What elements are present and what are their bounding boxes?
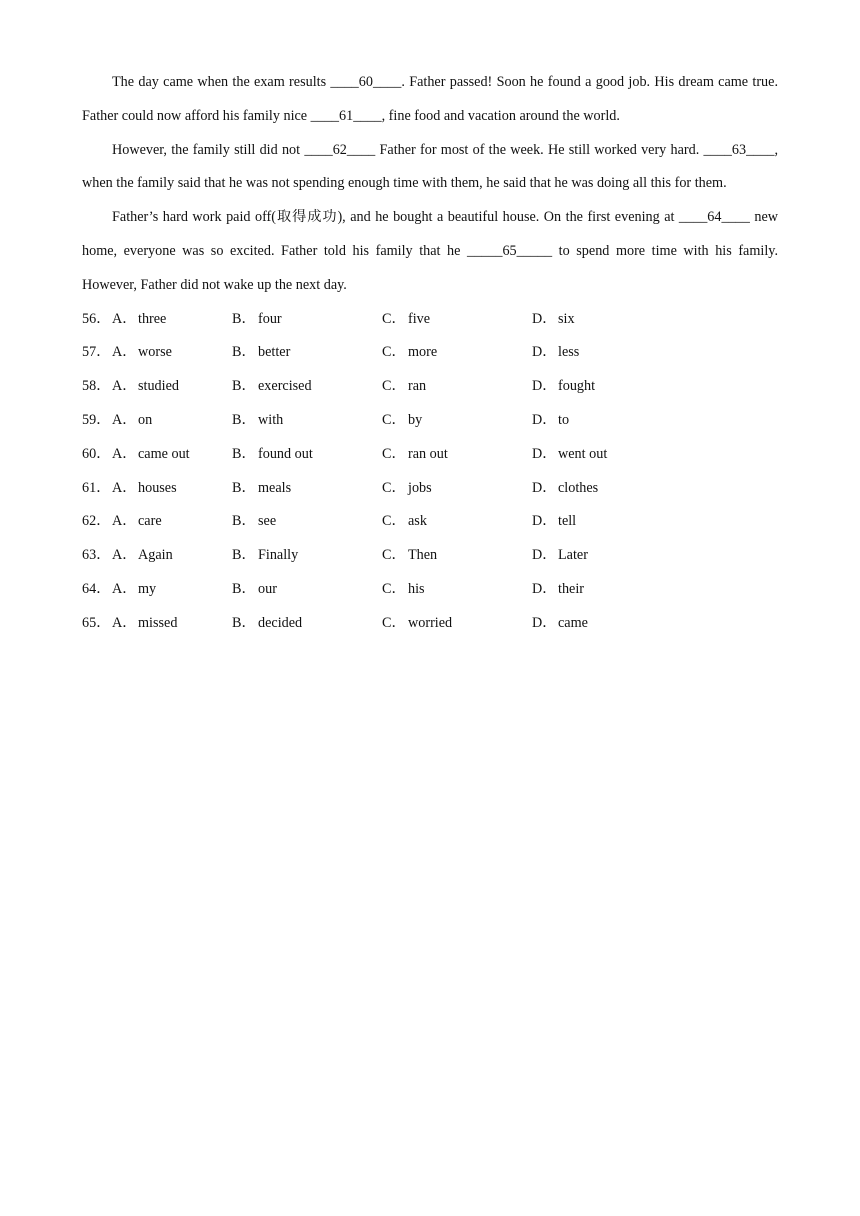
option-a: [112, 472, 177, 506]
option-text: ask: [408, 513, 427, 530]
option-text: tell: [558, 513, 577, 530]
option-letter: B．: [232, 513, 256, 530]
option-text: more: [408, 344, 438, 361]
option-c: [382, 303, 430, 337]
option-letter: B．: [232, 378, 256, 395]
option-text: his: [408, 580, 425, 597]
option-text: Again: [138, 547, 173, 564]
option-c: [382, 505, 427, 539]
option-text: missed: [138, 614, 178, 631]
option-letter: C．: [382, 445, 406, 462]
option-b: [232, 438, 313, 472]
option-letter: C．: [382, 479, 406, 496]
question-number: 59．: [82, 411, 111, 428]
option-letter: D．: [532, 378, 557, 395]
option-text: Later: [558, 547, 588, 564]
option-a: [112, 607, 177, 641]
option-letter: C．: [382, 344, 406, 361]
question-number: 61．: [82, 479, 111, 496]
option-text: care: [138, 513, 162, 530]
option-text: five: [408, 310, 431, 327]
option-b: [232, 336, 290, 370]
question-number: 62．: [82, 513, 111, 530]
option-letter: A．: [112, 378, 137, 395]
option-letter: A．: [112, 513, 137, 530]
option-letter: C．: [382, 378, 406, 395]
option-a: [112, 573, 156, 607]
option-letter: C．: [382, 513, 406, 530]
option-letter: D．: [532, 547, 557, 564]
passage-paragraph: The day came when the exam results ____60____. Father passed! Soon he found a good job. His dream came true. Father could now afford his family nice ____61____, fine food and vacation around the world.: [82, 74, 778, 124]
question-row: [82, 438, 778, 472]
option-d: [532, 607, 588, 641]
option-text: see: [258, 513, 277, 530]
option-text: my: [138, 580, 157, 597]
option-letter: B．: [232, 445, 256, 462]
option-letter: A．: [112, 411, 137, 428]
option-text: came out: [138, 445, 190, 462]
option-a: [112, 505, 162, 539]
option-a: [112, 539, 173, 573]
option-letter: B．: [232, 411, 256, 428]
passage-paragraph: Father’s hard work paid off(取得成功), and he bought a beautiful house. On the first evening at ____64____ new home, everyone was so excited. Father told his family that he _____65_____ to spend more time with his family. However, Father did not wake up the next day.: [82, 209, 778, 293]
option-text: clothes: [558, 479, 599, 496]
option-letter: D．: [532, 411, 557, 428]
option-letter: B．: [232, 479, 256, 496]
option-text: with: [258, 411, 284, 428]
option-text: worried: [408, 614, 453, 631]
option-text: studied: [138, 378, 179, 395]
question-row: [82, 607, 778, 641]
option-a: [112, 370, 179, 404]
option-b: [232, 539, 298, 573]
option-b: [232, 404, 283, 438]
option-letter: A．: [112, 479, 137, 496]
option-letter: D．: [532, 445, 557, 462]
question-row: [82, 303, 778, 337]
option-letter: A．: [112, 445, 137, 462]
option-text: on: [138, 411, 153, 428]
question-row: [82, 505, 778, 539]
option-letter: D．: [532, 614, 557, 631]
option-text: their: [558, 580, 584, 597]
option-text: ran out: [408, 445, 448, 462]
option-d: [532, 303, 575, 337]
option-a: [112, 404, 152, 438]
option-c: [382, 539, 437, 573]
option-text: to: [558, 411, 570, 428]
option-d: [532, 573, 584, 607]
option-text: exercised: [258, 378, 312, 395]
document-page: [82, 66, 778, 641]
passage: [82, 66, 778, 303]
passage-paragraph: However, the family still did not ____62____ Father for most of the week. He still worked very hard. ____63____, when the family said that he was not spending enough time with them, he said that he was doing all this for them.: [82, 141, 778, 192]
option-letter: B．: [232, 344, 256, 361]
option-a: [112, 438, 190, 472]
question-number: 58．: [82, 378, 111, 395]
option-text: Then: [408, 547, 438, 564]
answer-options-list: [82, 303, 778, 641]
option-d: [532, 539, 588, 573]
option-letter: B．: [232, 614, 256, 631]
option-b: [232, 573, 277, 607]
option-text: fought: [558, 378, 596, 395]
option-b: [232, 303, 282, 337]
option-letter: C．: [382, 614, 406, 631]
question-number: 65．: [82, 614, 111, 631]
question-number: 57．: [82, 344, 111, 361]
option-text: our: [258, 580, 277, 597]
option-c: [382, 438, 448, 472]
option-text: houses: [138, 479, 177, 496]
option-letter: A．: [112, 310, 137, 327]
option-text: four: [258, 310, 282, 327]
option-text: ran: [408, 378, 427, 395]
option-letter: D．: [532, 310, 557, 327]
option-letter: C．: [382, 310, 406, 327]
option-text: by: [408, 411, 423, 428]
option-letter: D．: [532, 344, 557, 361]
option-text: better: [258, 344, 291, 361]
question-number: 64．: [82, 580, 111, 597]
option-c: [382, 472, 432, 506]
option-text: six: [558, 310, 575, 327]
question-row: [82, 404, 778, 438]
option-letter: D．: [532, 513, 557, 530]
option-text: worse: [138, 344, 172, 361]
option-b: [232, 472, 291, 506]
option-letter: C．: [382, 411, 406, 428]
option-b: [232, 607, 302, 641]
option-letter: A．: [112, 614, 137, 631]
option-c: [382, 573, 425, 607]
question-row: [82, 370, 778, 404]
option-text: meals: [258, 479, 292, 496]
question-number: 56．: [82, 310, 111, 327]
option-letter: B．: [232, 580, 256, 597]
option-letter: C．: [382, 547, 406, 564]
option-a: [112, 336, 172, 370]
option-text: came: [558, 614, 588, 631]
option-text: found out: [258, 445, 313, 462]
option-text: jobs: [408, 479, 432, 496]
option-text: went out: [558, 445, 608, 462]
option-d: [532, 472, 598, 506]
option-letter: A．: [112, 547, 137, 564]
option-c: [382, 370, 426, 404]
option-text: Finally: [258, 547, 299, 564]
option-d: [532, 505, 576, 539]
option-b: [232, 370, 312, 404]
question-number: 60．: [82, 445, 111, 462]
option-c: [382, 607, 452, 641]
option-letter: B．: [232, 547, 256, 564]
option-letter: B．: [232, 310, 256, 327]
option-c: [382, 404, 422, 438]
option-letter: D．: [532, 580, 557, 597]
option-text: less: [558, 344, 580, 361]
option-letter: D．: [532, 479, 557, 496]
question-row: [82, 472, 778, 506]
question-row: [82, 336, 778, 370]
option-b: [232, 505, 276, 539]
option-d: [532, 336, 579, 370]
option-text: decided: [258, 614, 303, 631]
option-letter: C．: [382, 580, 406, 597]
option-d: [532, 370, 595, 404]
option-letter: A．: [112, 580, 137, 597]
question-row: [82, 573, 778, 607]
option-c: [382, 336, 437, 370]
option-letter: A．: [112, 344, 137, 361]
question-number: 63．: [82, 547, 111, 564]
option-text: three: [138, 310, 167, 327]
question-row: [82, 539, 778, 573]
option-d: [532, 404, 569, 438]
option-d: [532, 438, 607, 472]
option-a: [112, 303, 166, 337]
